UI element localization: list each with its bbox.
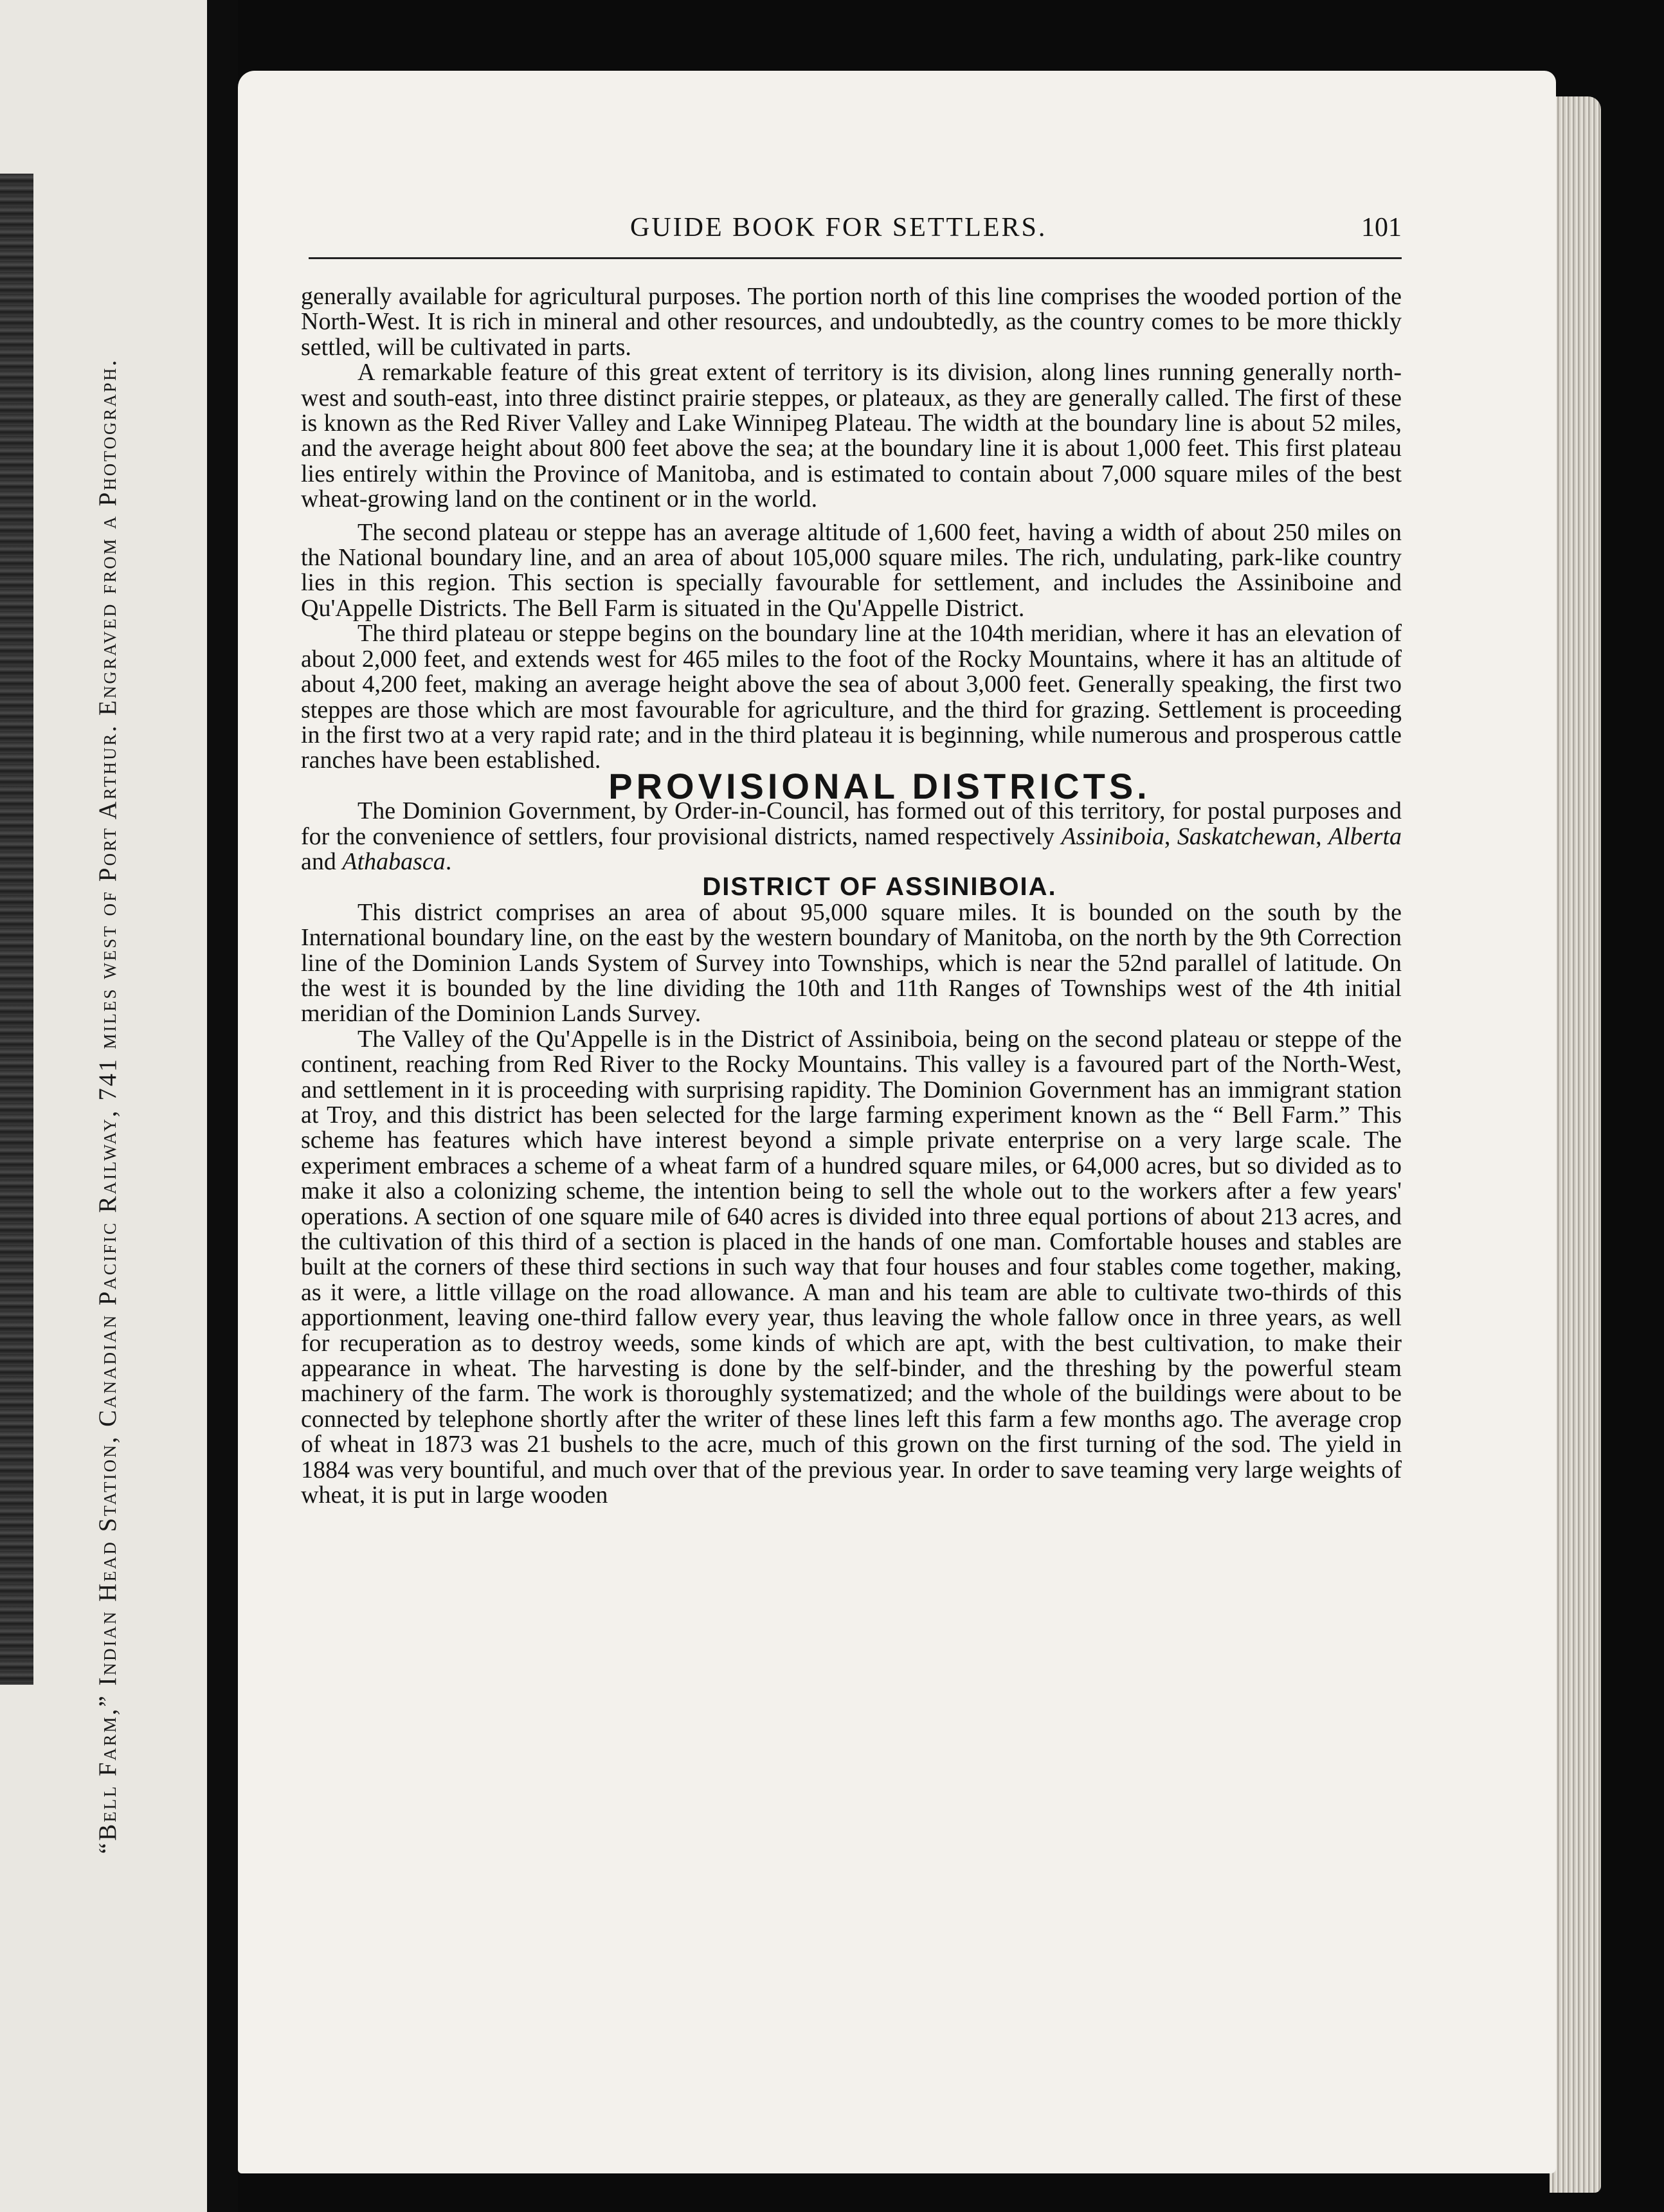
separator: . (445, 848, 452, 875)
paragraph: This district comprises an area of about 95,000 square miles. It is bounded on the south by the International boundary line, on the east by the western boundary of Manitoba, on the north by the 9th Correction line of the Dominion Lands System of Survey into Townships, which is near the 52nd parallel of latitude. On the west it is bounded by the line dividing the 10th and 11th Ranges of Townships west of the 4th initial meridian of the Dominion Lands Survey. (301, 898, 1402, 1028)
facing-page-engraving (0, 174, 33, 1685)
running-head (302, 212, 1402, 264)
paragraph: The second plateau or steppe has an average altitude of 1,600 feet, having a width of about 250 miles on the National boundary line, and an area of about 105,000 square miles. The rich, undulating, park-like country lies in this region. This section is specially favourable for settlement, and includes the Assiniboine and Qu'Appelle Districts. The Bell Farm is situated in the Qu'Appelle District. (301, 518, 1402, 622)
paragraph-text: The Dominion Government, by Order-in-Council, has formed out of this territory, for postal purposes and for the convenience of settlers, four provisional districts, named respectively (301, 797, 1402, 850)
separator: and (301, 848, 343, 875)
district-name: Assiniboia (1061, 822, 1164, 850)
engraving-caption: “Bell Farm,” Indian Head Station, Canadian Pacific Railway, 741 miles west of Port Arthur. Engraved from a Photograph. (94, 358, 122, 1854)
district-name: Saskatchewan (1177, 822, 1316, 850)
header-rule (309, 257, 1402, 259)
district-name: Athabasca (342, 848, 446, 875)
section-heading: PROVISIONAL DISTRICTS. (608, 765, 1151, 806)
page-body (301, 284, 1402, 1509)
paragraph: The third plateau or steppe begins on the boundary line at the 104th meridian, where it has an elevation of about 2,000 feet, and extends west for 465 miles to the foot of the Rocky Mountains, where it has an altitude of about 4,200 feet, making an average height above the sea of about 3,000 feet. Generally speaking, the first two steppes are those which are most favourable for agriculture, and the third for grazing. Settlement is proceeding in the first two at a very rapid rate; and in the third plateau it is beginning, while numerous and prosperous cattle ranches have been established. (301, 620, 1402, 774)
separator: , (1164, 822, 1177, 850)
book-gutter (207, 0, 238, 2212)
paragraph (301, 799, 1402, 875)
paragraph: A remarkable feature of this great extent of territory is its division, along lines running generally north-west and south-east, into three distinct prairie steppes, or plateaux, as they are generally called. The first of these is known as the Red River Valley and Lake Winnipeg Plateau. The width at the boundary line is about 52 miles, and the average height about 800 feet above the sea; at the boundary line it is about 1,000 feet. This first plateau lies entirely within the Province of Manitoba, and is estimated to contain about 7,000 square miles of the best wheat-growing land on the continent or in the world. (301, 359, 1402, 513)
paragraph: generally available for agricultural purposes. The portion north of this line comprises the wooded portion of the North-West. It is rich in mineral and other resources, and undoubtedly, as the country comes to be more thickly settled, will be cultivated in parts. (301, 283, 1402, 361)
paragraph: The Valley of the Qu'Appelle is in the District of Assiniboia, being on the second plateau or steppe of the continent, reaching from Red River to the Rocky Mountains. This valley is a favoured part of the North-West, and settlement in it is proceeding with surprising rapidity. The Dominion Government has an immigrant station at Troy, and this district has been selected for the large farming experiment known as the “ Bell Farm.” This scheme has features which have interest beyond a simple private enterprise on a very large scale. The experiment embraces a scheme of a wheat farm of a hundred square miles, or 64,000 acres, but so divided as to make it also a colonizing scheme, the intention being to sell the whole out to the workers after a few years' operations. A section of one square mile of 640 acres is divided into three equal portions of about 213 acres, and the cultivation of this third of a section is placed in the hands of one man. Comfortable houses and stables are built at the corners of these third sections in such way that four houses and four stables come together, making, as it were, a little village on the road allowance. A man and his team are able to cultivate two-thirds of this apportionment, leaving one-third fallow every year, thus leaving the whole fallow once in three years, as well for recuperation as to destroy weeds, some kinds of which are apt, with the best cultivation, to make their appearance in wheat. The harvesting is done by the self-binder, and the threshing by the powerful steam machinery of the farm. The work is thoroughly systematized; and the whole of the buildings were about to be connected by telephone shortly after the writer of these lines left this farm a few months ago. The average crop of wheat in 1873 was 21 bushels to the acre, much of this grown on the first turning of the sod. The yield in 1884 was very bountiful, and much over that of the previous year. In order to save teaming very large weights of wheat, it is put in large wooden (301, 1025, 1402, 1509)
page-number: 101 (1361, 213, 1402, 242)
separator: , (1316, 822, 1329, 850)
subsection-heading: DISTRICT OF ASSINIBOIA. (702, 873, 1057, 902)
running-title: GUIDE BOOK FOR SETTLERS. (630, 213, 1047, 242)
district-name: Alberta (1328, 822, 1402, 850)
page-edges (1550, 96, 1601, 2193)
